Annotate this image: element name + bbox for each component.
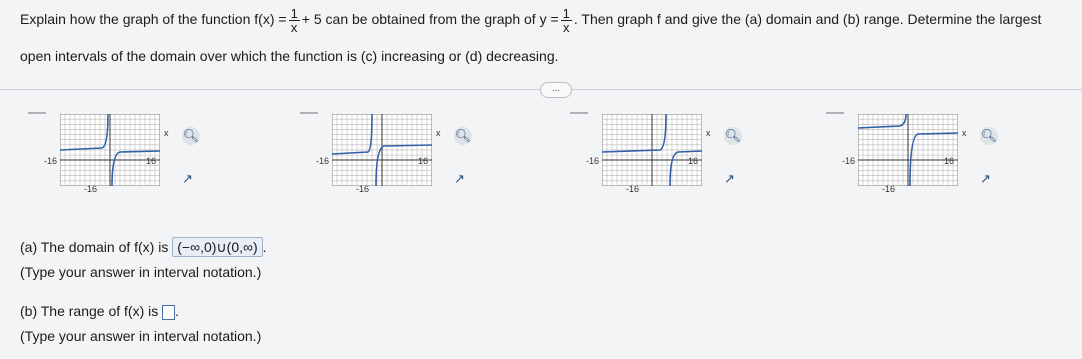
x-min-label: -16 <box>44 156 58 166</box>
question-part-1: Explain how the graph of the function <box>20 11 251 28</box>
function-numerator: 1 <box>290 6 298 21</box>
answer-b: (b) The range of f(x) is . <box>20 303 180 319</box>
x-min-label: -16 <box>316 156 330 166</box>
domain-answer-field[interactable]: (−∞,0)∪(0,∞) <box>172 237 262 257</box>
question-line-1 <box>20 7 1080 34</box>
more-button[interactable]: ... <box>540 82 572 98</box>
base-function-lhs: y = <box>539 11 559 28</box>
graph-option-4[interactable] <box>838 112 1038 192</box>
question-text <box>20 7 1080 66</box>
x-axis-label: x <box>706 128 711 138</box>
y-min-label: -16 <box>84 184 98 194</box>
base-denominator: x <box>563 20 570 35</box>
radio-button[interactable] <box>826 112 844 114</box>
x-axis-label: x <box>164 128 169 138</box>
radio-button[interactable] <box>300 112 318 114</box>
y-min-label: -16 <box>356 184 370 194</box>
graph-thumbnail <box>602 114 702 186</box>
base-numerator: 1 <box>562 6 570 21</box>
expand-icon[interactable]: ↗ <box>724 171 735 186</box>
zoom-icon[interactable]: 🔍︎ <box>724 128 742 143</box>
question-part-2: can be obtained from the graph of <box>325 11 536 28</box>
function-fraction <box>289 7 300 34</box>
y-min-label: -16 <box>626 184 640 194</box>
graph-thumbnail <box>858 114 958 186</box>
answer-a: (a) The domain of f(x) is (−∞,0)∪(0,∞) . <box>20 239 267 255</box>
graph-grid <box>602 114 702 186</box>
radio-button[interactable] <box>570 112 588 114</box>
x-axis-label: x <box>436 128 441 138</box>
y-min-label: -16 <box>882 184 896 194</box>
graph-grid <box>332 114 432 186</box>
x-axis-label: x <box>962 128 967 138</box>
x-max-label: 16 <box>688 156 699 166</box>
zoom-icon[interactable]: 🔍︎ <box>182 128 200 143</box>
expand-icon[interactable]: ↗ <box>454 171 465 186</box>
function-denominator: x <box>290 20 298 35</box>
x-max-label: 16 <box>418 156 429 166</box>
zoom-icon[interactable]: 🔍︎ <box>454 128 472 143</box>
graph-thumbnail <box>60 114 160 186</box>
x-max-label: 16 <box>944 156 955 166</box>
range-note: (Type your answer in interval notation.) <box>20 328 262 344</box>
question-part-3: . Then graph f and give the (a) domain and (b) range. Determine the largest <box>573 11 1042 28</box>
x-min-label: -16 <box>842 156 856 166</box>
domain-note: (Type your answer in interval notation.) <box>20 264 262 280</box>
expand-icon[interactable]: ↗ <box>182 171 193 186</box>
graph-thumbnail <box>332 114 432 186</box>
graph-grid <box>858 114 958 186</box>
expand-icon[interactable]: ↗ <box>980 171 991 186</box>
graph-grid <box>60 114 160 186</box>
x-max-label: 16 <box>146 156 157 166</box>
function-rhs: + 5 <box>301 11 322 28</box>
function-lhs: f(x) = <box>254 11 287 28</box>
graph-option-3[interactable] <box>582 112 782 192</box>
base-function-fraction <box>561 7 572 34</box>
x-min-label: -16 <box>586 156 600 166</box>
radio-button[interactable] <box>28 112 46 114</box>
zoom-icon[interactable]: 🔍︎ <box>980 128 998 143</box>
range-answer-input[interactable] <box>162 305 175 320</box>
range-label: (b) The range of f(x) is <box>20 303 159 319</box>
domain-label: (a) The domain of f(x) is <box>20 239 169 255</box>
graph-option-1[interactable] <box>40 112 240 192</box>
question-line-2: open intervals of the domain over which the function is (c) increasing or (d) decreasing. <box>20 48 559 64</box>
graph-option-2[interactable] <box>312 112 512 192</box>
